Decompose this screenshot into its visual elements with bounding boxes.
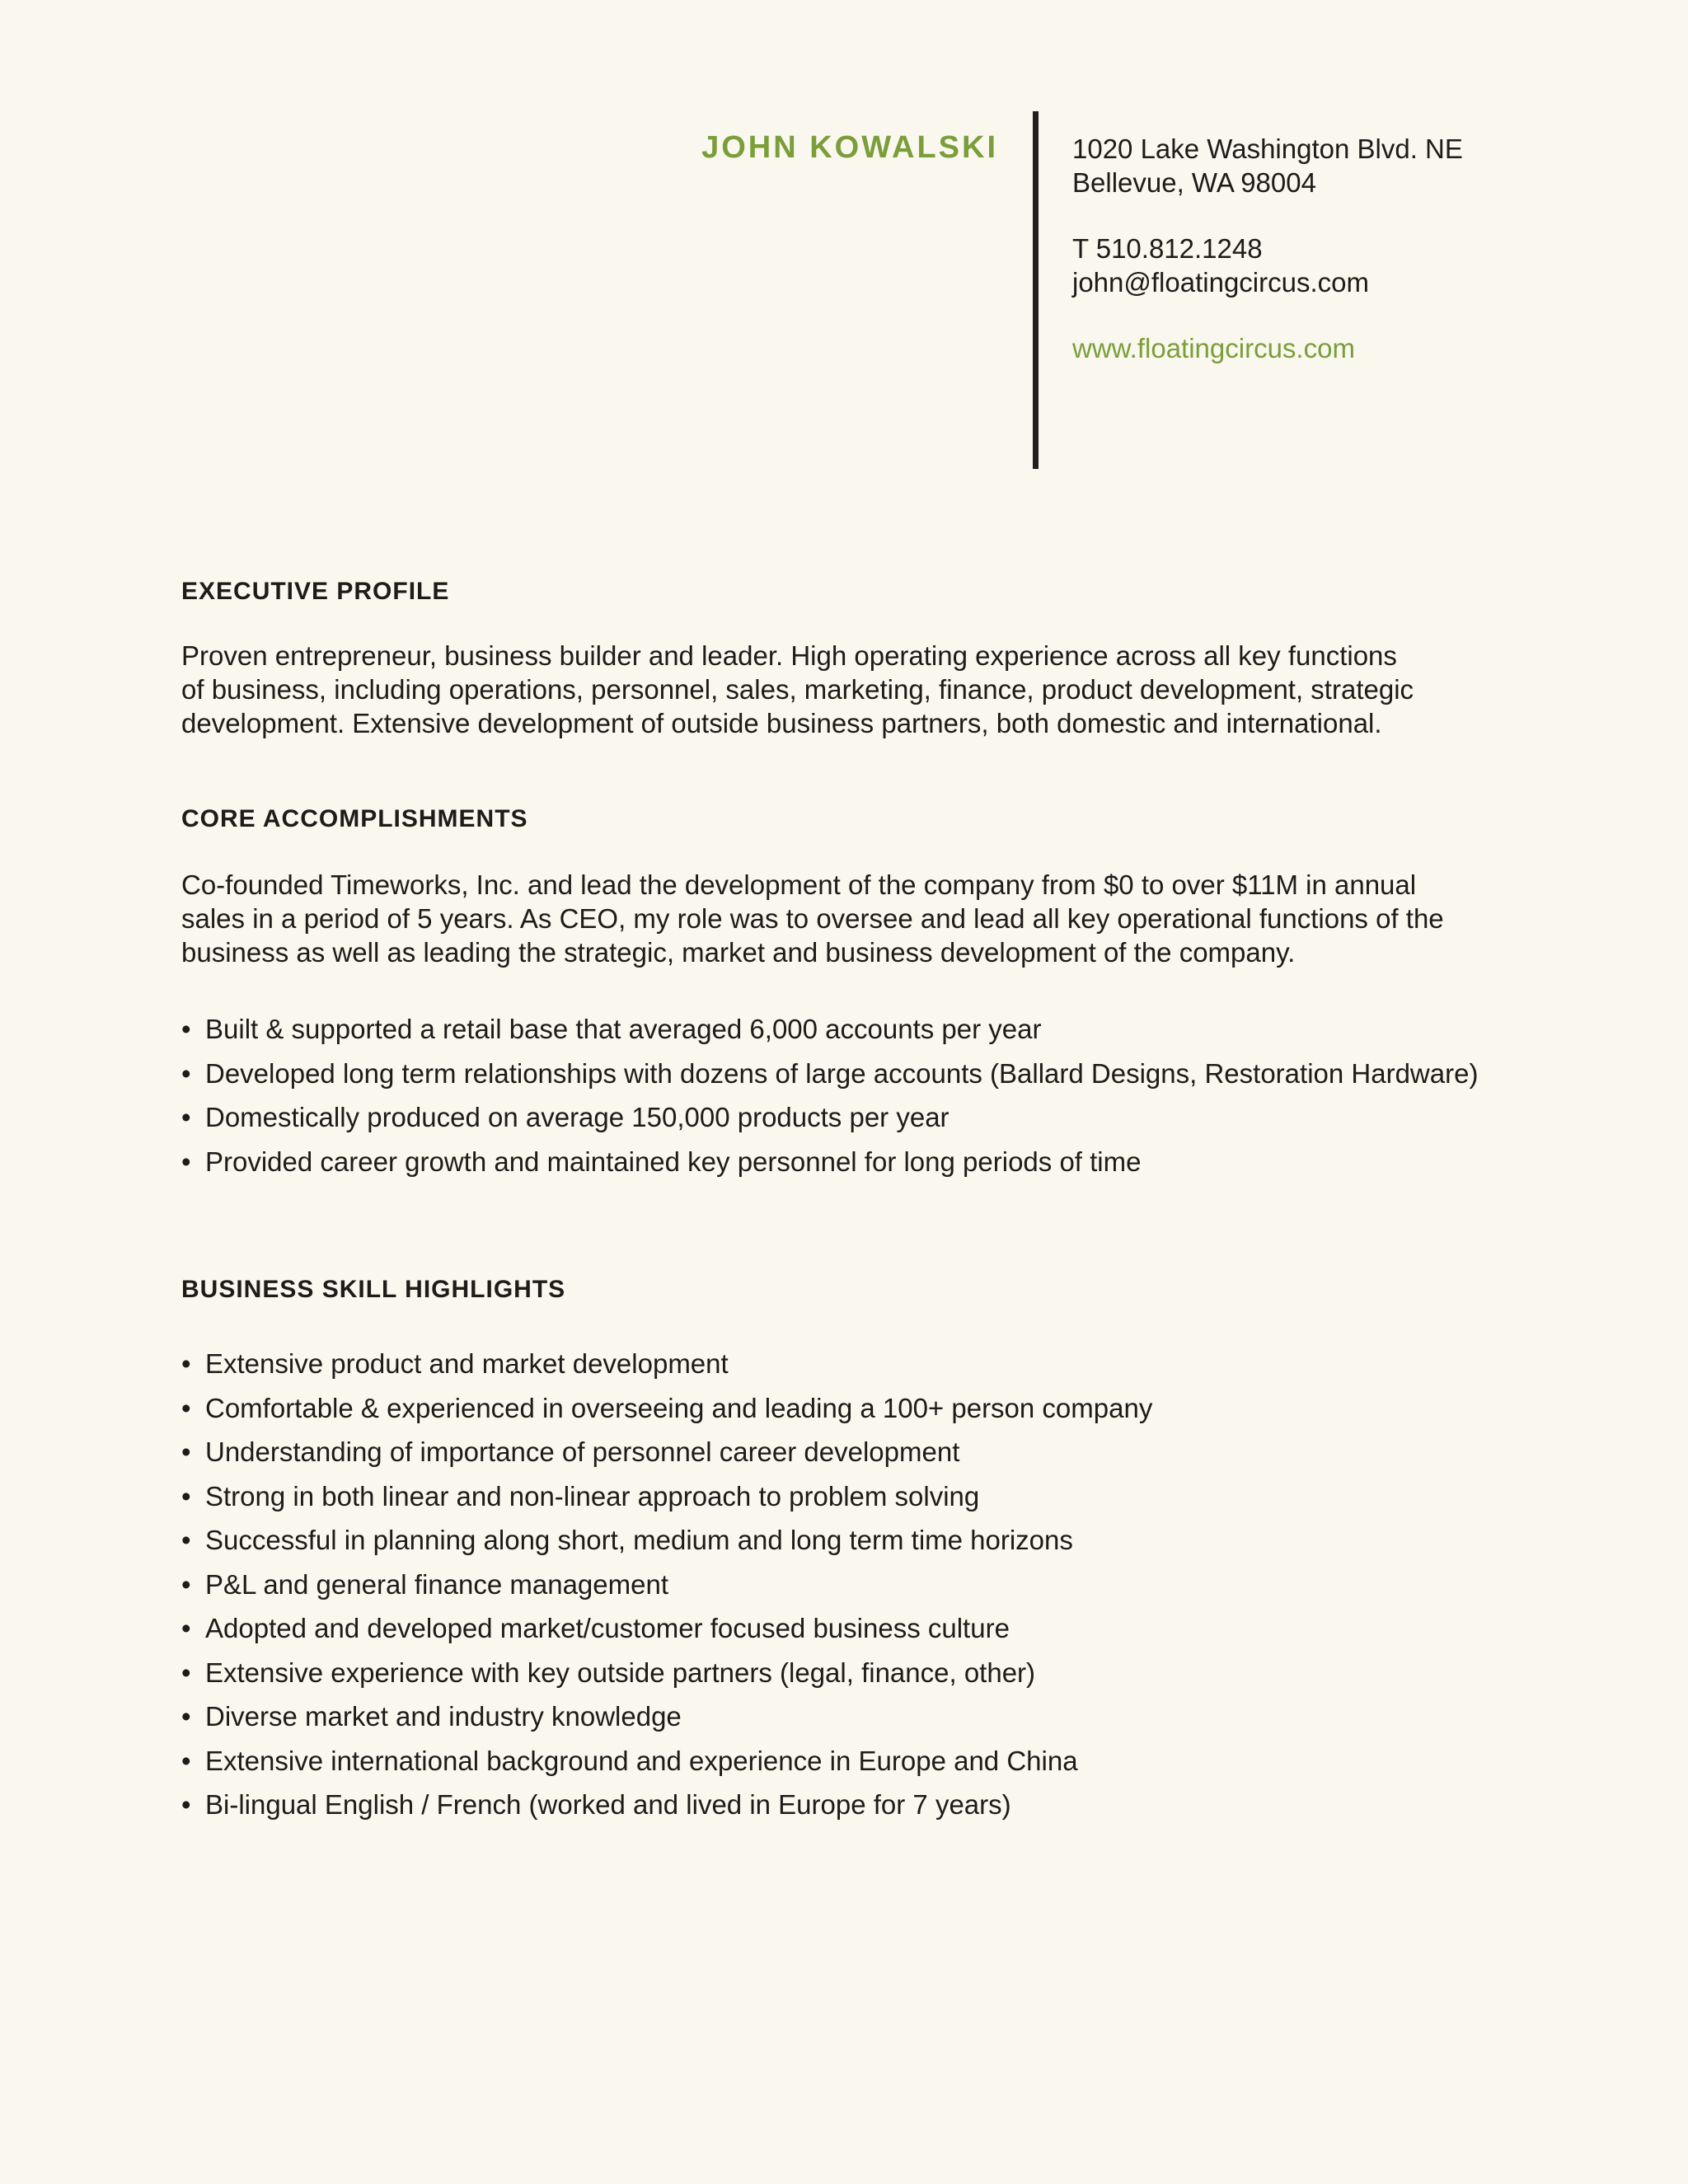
list-item-text: Adopted and developed market/customer focused business culture	[205, 1613, 1010, 1643]
list-item-text: Understanding of importance of personnel career development	[205, 1436, 960, 1467]
bullet-marker: •	[181, 1789, 191, 1820]
contact-block	[1072, 132, 1463, 365]
bullet-marker: •	[181, 1525, 191, 1555]
bullet-marker: •	[181, 1568, 191, 1600]
bullet-marker: •	[181, 1745, 191, 1776]
list-item	[181, 1744, 1152, 1788]
bullet-marker: •	[181, 1057, 191, 1089]
phone-number: T 510.812.1248	[1072, 233, 1263, 264]
list-item-text: Provided career growth and maintained key personnel for long periods of time	[205, 1146, 1142, 1177]
paragraph-line: Co-founded Timeworks, Inc. and lead the development of the company from $0 to over $11M in annual	[181, 869, 1417, 900]
core-accomplishments-text	[181, 868, 1517, 969]
list-item	[181, 1523, 1152, 1568]
bullet-marker: •	[181, 1348, 191, 1379]
bullet-marker: •	[181, 1436, 191, 1467]
contact-spacer	[1072, 299, 1463, 331]
list-item-text: Comfortable & experienced in overseeing and leading a 100+ person company	[205, 1392, 1153, 1423]
list-item	[181, 1347, 1152, 1391]
list-item-text: Bi-lingual English / French (worked and lived in Europe for 7 years)	[205, 1789, 1011, 1820]
business-skills-heading: BUSINESS SKILL HIGHLIGHTS	[181, 1276, 566, 1303]
website-link[interactable]: www.floatingcircus.com	[1072, 333, 1355, 363]
bullet-marker: •	[181, 1701, 191, 1732]
address-line-2: Bellevue, WA 98004	[1072, 167, 1316, 198]
list-item	[181, 1611, 1152, 1656]
list-item-text: Built & supported a retail base that averaged 6,000 accounts per year	[205, 1014, 1042, 1044]
bullet-marker: •	[181, 1480, 191, 1511]
paragraph-line: sales in a period of 5 years. As CEO, my role was to oversee and lead all key operational functions of the	[181, 903, 1444, 934]
paragraph-line: Proven entrepreneur, business builder and leader. High operating experience across all key functions	[181, 640, 1397, 671]
paragraph-line: business as well as leading the strategic, market and business development of the company.	[181, 937, 1296, 968]
list-item-text: Extensive international background and experience in Europe and China	[205, 1745, 1078, 1776]
business-skills-list	[181, 1347, 1152, 1832]
list-item-text: P&L and general finance management	[205, 1568, 668, 1600]
bullet-marker: •	[181, 1102, 191, 1132]
list-item-text: Developed long term relationships with dozens of large accounts (Ballard Designs, Restoration Hardware)	[205, 1057, 1479, 1089]
list-item	[181, 1699, 1152, 1744]
address-line-1: 1020 Lake Washington Blvd. NE	[1072, 134, 1463, 164]
bullet-marker: •	[181, 1146, 191, 1177]
list-item-text: Extensive experience with key outside partners (legal, finance, other)	[205, 1657, 1036, 1688]
list-item	[181, 1100, 1478, 1145]
bullet-marker: •	[181, 1657, 191, 1688]
executive-profile-heading: EXECUTIVE PROFILE	[181, 578, 450, 605]
candidate-name: JOHN KOWALSKI	[701, 130, 998, 165]
paragraph-line: of business, including operations, personnel, sales, marketing, finance, product development, strategic	[181, 674, 1414, 705]
list-item	[181, 1435, 1152, 1479]
bullet-marker: •	[181, 1613, 191, 1643]
executive-profile-text	[181, 639, 1517, 740]
bullet-marker: •	[181, 1014, 191, 1044]
list-item	[181, 1057, 1478, 1101]
list-item	[181, 1145, 1478, 1189]
list-item	[181, 1479, 1152, 1524]
list-item	[181, 1012, 1478, 1057]
list-item-text: Domestically produced on average 150,000 products per year	[205, 1102, 950, 1132]
list-item-text: Successful in planning along short, medium and long term time horizons	[205, 1525, 1073, 1555]
list-item-text: Diverse market and industry knowledge	[205, 1701, 682, 1732]
contact-spacer	[1072, 199, 1463, 232]
list-item-text: Strong in both linear and non-linear approach to problem solving	[205, 1480, 980, 1511]
email-address[interactable]: john@floatingcircus.com	[1072, 267, 1369, 298]
list-item	[181, 1568, 1152, 1612]
core-accomplishments-list	[181, 1012, 1478, 1188]
list-item	[181, 1788, 1152, 1832]
list-item	[181, 1656, 1152, 1700]
bullet-marker: •	[181, 1392, 191, 1423]
paragraph-line: development. Extensive development of outside business partners, both domestic and international.	[181, 708, 1382, 738]
core-accomplishments-heading: CORE ACCOMPLISHMENTS	[181, 805, 528, 832]
list-item-text: Extensive product and market development	[205, 1348, 729, 1379]
list-item	[181, 1391, 1152, 1436]
header-divider	[1033, 111, 1039, 469]
